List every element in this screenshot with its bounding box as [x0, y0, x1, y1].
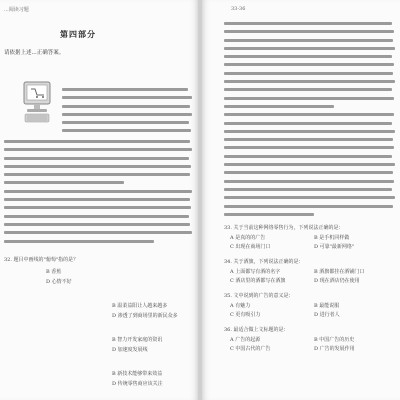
passage-body-left	[4, 138, 194, 246]
question-33-stem: 33. 关于当前这种网络零售行为，下列说法正确的是：	[224, 225, 344, 231]
option-b[interactable]: B 智力开发家庭的资讯	[112, 337, 163, 343]
option-d[interactable]: D 加速度发展线	[112, 347, 148, 353]
question-32-stem: 32. 题目中画线的"葡萄"指的是？	[4, 257, 79, 263]
left-page	[0, 0, 198, 400]
option-b[interactable]: B 温柔益阳让人越来越多	[112, 303, 168, 309]
question-34-stem: 34. 关于酒旗，下列说法正确的是：	[224, 259, 304, 265]
q34-option-d[interactable]: D 现在酒店仍在使用	[314, 278, 360, 284]
option-b[interactable]: B 新技术能够带来效益	[112, 371, 163, 377]
q35-option-c[interactable]: C 更有吸引力	[230, 312, 261, 318]
q33-option-c[interactable]: C 出现在商场门口	[230, 244, 271, 250]
q36-option-d[interactable]: D 广告的发展作用	[314, 346, 355, 352]
q35-option-b[interactable]: B 最能说服	[314, 303, 340, 309]
passage-body-right	[224, 20, 396, 219]
q34-option-b[interactable]: B 酒旗都挂在酒铺门口	[314, 269, 365, 275]
question-35-stem: 35. 文中说到的广告的意义是：	[224, 293, 294, 299]
q34-option-c[interactable]: C 酒店里的酒都写在酒旗	[230, 278, 286, 284]
right-page	[202, 0, 400, 400]
left-running-head: ...阅读习题	[4, 7, 29, 13]
q33-option-d[interactable]: D 可靠"最新网络"	[314, 244, 355, 250]
q34-option-a[interactable]: A 上面都写有酒的名字	[230, 269, 281, 275]
option-d[interactable]: D 传统零售商应该关注	[112, 381, 163, 387]
option-d[interactable]: D 渗透了到商场里的新民众多	[112, 313, 178, 319]
section-title: 第四部分	[60, 29, 96, 39]
q33-option-b[interactable]: B 是手机同样做	[314, 235, 350, 241]
option-b[interactable]: B 香蕉	[46, 269, 62, 275]
section-instructions: 请依据上述...正确答案。	[4, 50, 65, 56]
q33-option-a[interactable]: A 是真的的广告	[230, 235, 266, 241]
q35-option-a[interactable]: A 有魅力	[230, 303, 251, 309]
option-d[interactable]: D 心情不好	[46, 279, 72, 285]
intro-paragraph	[62, 86, 194, 136]
q35-option-d[interactable]: D 进行者人	[314, 312, 340, 318]
q36-option-b[interactable]: B 中国广告的历史	[314, 337, 355, 343]
question-36-stem: 36. 最适合做上文标题的是：	[224, 327, 289, 333]
right-running-head: 33-36	[231, 6, 246, 12]
q36-option-a[interactable]: A 广告的起源	[230, 337, 261, 343]
q36-option-c[interactable]: C 中国古代的广告	[230, 346, 271, 352]
computer-shopping-illustration	[22, 80, 52, 124]
